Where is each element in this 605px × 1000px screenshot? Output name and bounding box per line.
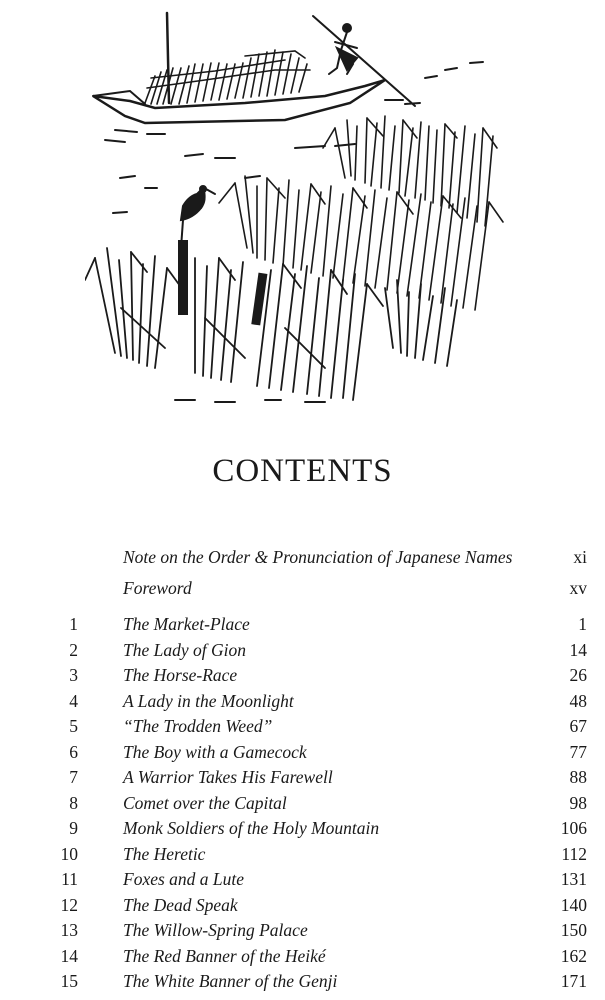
chapter-number: 3: [69, 665, 78, 685]
spacer: [0, 604, 605, 612]
chapter-title: The Lady of Gion: [123, 639, 246, 660]
page-number: 77: [569, 741, 587, 762]
page-number: 106: [560, 818, 587, 838]
front-matter-row[interactable]: [0, 542, 605, 573]
chapter-title: Foxes and a Lute: [123, 869, 245, 889]
chapter-row[interactable]: [0, 740, 605, 766]
page-number: 131: [560, 869, 587, 889]
page-number: 112: [561, 843, 587, 864]
chapter-row[interactable]: [0, 867, 605, 893]
page-number: 14: [569, 639, 587, 660]
chapter-number: 8: [69, 792, 78, 813]
chapter-number: 9: [69, 818, 78, 838]
chapter-row[interactable]: [0, 918, 605, 944]
page-number: 67: [569, 716, 587, 736]
chapter-row[interactable]: [0, 969, 605, 995]
page-number: 88: [569, 767, 587, 787]
chapter-row[interactable]: [0, 714, 605, 740]
chapter-row[interactable]: [0, 816, 605, 842]
chapter-title: Monk Soldiers of the Holy Mountain: [123, 818, 380, 838]
front-matter-row[interactable]: [0, 573, 605, 604]
chapter-number: 11: [61, 869, 78, 889]
table-of-contents: [0, 542, 605, 995]
page-number: xv: [569, 578, 587, 598]
chapter-row[interactable]: [0, 663, 605, 689]
chapter-number: 7: [69, 767, 78, 787]
contents-heading: CONTENTS: [212, 453, 393, 489]
page-number: 1: [578, 614, 587, 634]
chapter-row[interactable]: [0, 765, 605, 791]
chapter-number: 10: [60, 843, 78, 864]
chapter-title: The Heretic: [123, 843, 206, 864]
chapter-row[interactable]: [0, 842, 605, 868]
page-number: 48: [569, 690, 587, 711]
page-number: 171: [560, 971, 587, 991]
chapter-row[interactable]: [0, 638, 605, 664]
chapter-title: The Horse-Race: [123, 665, 238, 685]
chapter-number: 4: [69, 690, 78, 711]
chapter-title: The Dead Speak: [123, 894, 238, 915]
chapter-title: “The Trodden Weed”: [123, 716, 273, 736]
chapter-number: 13: [60, 920, 78, 940]
chapter-title: The Willow-Spring Palace: [123, 920, 308, 940]
chapter-row[interactable]: [0, 689, 605, 715]
boat-and-heron-illustration: [85, 8, 515, 408]
chapter-row[interactable]: [0, 944, 605, 970]
chapter-number: 2: [69, 639, 78, 660]
chapter-title: The Boy with a Gamecock: [123, 741, 307, 762]
chapter-number: 15: [60, 971, 78, 991]
page-number: 140: [560, 894, 587, 915]
page-number: 150: [560, 920, 587, 940]
page-number: xi: [573, 547, 587, 567]
chapter-number: 5: [69, 716, 78, 736]
chapter-title: Comet over the Capital: [123, 792, 287, 813]
chapter-title: The White Banner of the Genji: [123, 971, 338, 991]
chapter-title: A Lady in the Moonlight: [123, 690, 294, 711]
chapter-number: 6: [69, 741, 78, 762]
entry-title: Foreword: [123, 578, 192, 598]
chapter-title: A Warrior Takes His Farewell: [123, 767, 333, 787]
chapter-number: 12: [60, 894, 78, 915]
chapter-row[interactable]: [0, 612, 605, 638]
chapter-title: The Red Banner of the Heiké: [123, 945, 326, 966]
page-number: 98: [569, 792, 587, 813]
page-number: 26: [569, 665, 587, 685]
chapter-number: 14: [60, 945, 78, 966]
chapter-row[interactable]: [0, 791, 605, 817]
chapter-row[interactable]: [0, 893, 605, 919]
chapter-number: 1: [69, 614, 78, 634]
page-number: 162: [560, 945, 587, 966]
chapter-title: The Market-Place: [123, 614, 250, 634]
entry-title: Note on the Order & Pronunciation of Japanese Names: [123, 547, 513, 567]
